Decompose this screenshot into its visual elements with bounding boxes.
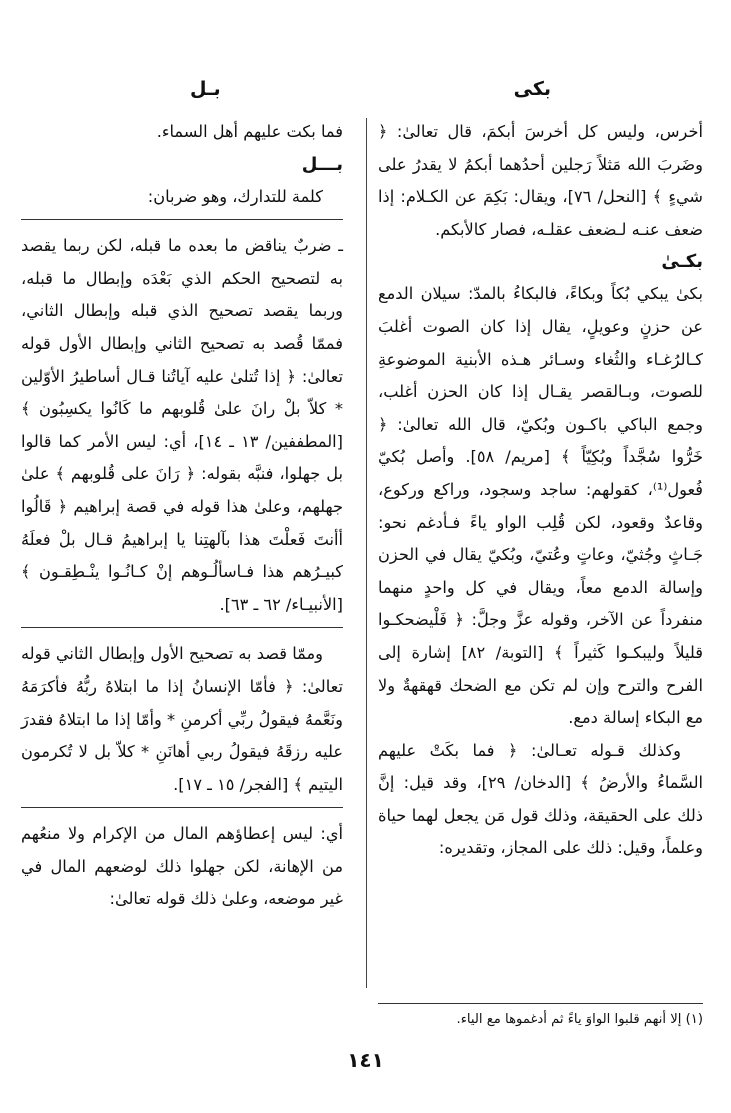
paragraph: أي: ليس إعطاؤهم المال من الإكرام ولا منعُهم من الإهانة، لكن جهلوا ذلك لوضعهم المال في غير موضعه، وعلىٰ ذلك قوله تعالىٰ: bbox=[21, 824, 343, 909]
paragraph: وممّا قصد به تصحيح الأول وإبطال الثاني قوله تعالىٰ: ﴿ فأمّا الإنسانُ إذا ما ابتلاهُ ربُّهُ فأكرَمَهُ ونَعَّمهُ فيقولُ ربِّي أكرمنِ * وأمّا إذا ما ابتلاهُ فقدرَ عليه رزقَهُ فيقولُ ربي أهانَنِ * كلاّ بل لا تُكرمون اليتيم ﴾ [الفجر/ ١٥ ـ ١٧]. bbox=[21, 644, 343, 794]
running-head-right: بكى bbox=[513, 78, 551, 100]
section-rule bbox=[21, 627, 343, 628]
left-column bbox=[21, 116, 343, 916]
column-divider bbox=[366, 118, 367, 988]
entry-title-baka: بكـىٰ bbox=[661, 251, 703, 273]
paragraph: وكذلك قـوله تعـالىٰ: ﴿ فما بكَتْ عليهم السَّماءُ والأرضُ ﴾ [الدخان/ ٢٩]، وقد قيل: إنَّ ذلك على الحقيقة، وذلك قول مَن يجعل لهما حياة وعلماً، وقيل: ذلك على المجاز، وتقديره: bbox=[378, 740, 704, 858]
section-rule bbox=[21, 807, 343, 808]
footnote-rule bbox=[378, 1003, 703, 1004]
running-head-left: بـل bbox=[190, 78, 221, 100]
page-number: ١٤١ bbox=[347, 1048, 384, 1072]
paragraph: أخرس، وليس كل أخرسَ أبكمَ، قال تعالىٰ: ﴿ وضَربَ الله مَثلاً رَجلين أحدُهما أبكمُ لا يقدرُ على شيءٍ ﴾ [النحل/ ٧٦]، ويقال: بَكِمَ عن الكـلام: إذا ضعف عنـه لـضعف عقلـه، فصار كالأبكم. bbox=[378, 122, 703, 239]
paragraph: كلمة للتدارك، وهو ضربان: bbox=[147, 186, 323, 206]
section-rule bbox=[21, 219, 343, 220]
entry-title-bal: بـــل bbox=[301, 153, 343, 175]
paragraph: ـ ضربٌ يناقض ما بعده ما قبله، لكن ربما يقصد به لتصحيح الحكم الذي بَعْدَه وإبطال ما قبله، وربما يقصد تصحيح الذي قبله وإبطال الثاني، فممّا قُصد به تصحيح الثاني وإبطال الأول قوله تعالىٰ: ﴿ إذا تُتلىٰ عليه آياتُنا قـال أساطيرُ الأوّلين * كلاّ بلْ رانَ علىٰ قُلوبهم ما كَانُوا يكسِبُون ﴾ [المطففين/ ١٣ ـ ١٤]، أي: ليس الأمر كما قالوا بل جهلوا، فنبَّه بقوله: ﴿ رَانَ على قُلوبهم ﴾ علىٰ جهلهم، وعلىٰ هذا قوله في قصة إبراهيم ﴿ قَالُوا أأنتَ فَعلْتَ هذا بآلهتِنا يا إبراهيمُ قـال بلْ فعلَهُ كبيـرُهم هذا فـاسألُـوهم إنْ كـانُـوا ينْـطِقـون ﴾ [الأنبيـاء/ ٦٢ ـ ٦٣]. bbox=[21, 236, 343, 614]
footnote: (١) إلا أنهم قلبوا الواوَ ياءً ثم أدغموها مع الياء. bbox=[456, 1012, 703, 1027]
paragraph: فما بكت عليهم أهل السماء. bbox=[156, 122, 343, 141]
paragraph: بكىٰ يبكي بُكاً وبكاءً، فالبكاءُ بالمدّ: سيلان الدمع عن حزنٍ وعويلٍ، يقال إذا كان الصوت أغلبَ كـالرُغـاء والثُغاء وسـائر هـذه الأبنية الموضوعةِ للصوت، وبـالقصر يقـال إذا كان الحزن أغلب، وجمع الباكي باكـون وبُكيّ، قال الله تعالىٰ: ﴿ خَرُّوا سُجَّداً وبُكِيّاً ﴾ [مريم/ ٥٨]. وأصل بُكيّ فُعول⁽¹⁾، كقولهم: ساجد وسجود، وراكع وركوع، وقاعدٌ وقعود، لكن قُلِب الواو ياءً فـأدغم نحو: جَـاثٍ وجُثيّ، وعاتٍ وعُتيّ، وبُكيّ يقال في الحزن وإسالة الدمع معاً، ويقال في كل واحدٍ منهما منفرداً عن الآخر، وقوله عزَّ وجلَّ: ﴿ فَلْيضحكـوا قليلاً وليبكـوا كَثيراً ﴾ [التوبة/ ٨٢] إشارة إلى الفرح والترح وإن لم تكن مع الضحك قهقهةٌ ولا مع البكاء إسالة دمع. bbox=[378, 284, 703, 728]
right-column bbox=[378, 116, 703, 865]
